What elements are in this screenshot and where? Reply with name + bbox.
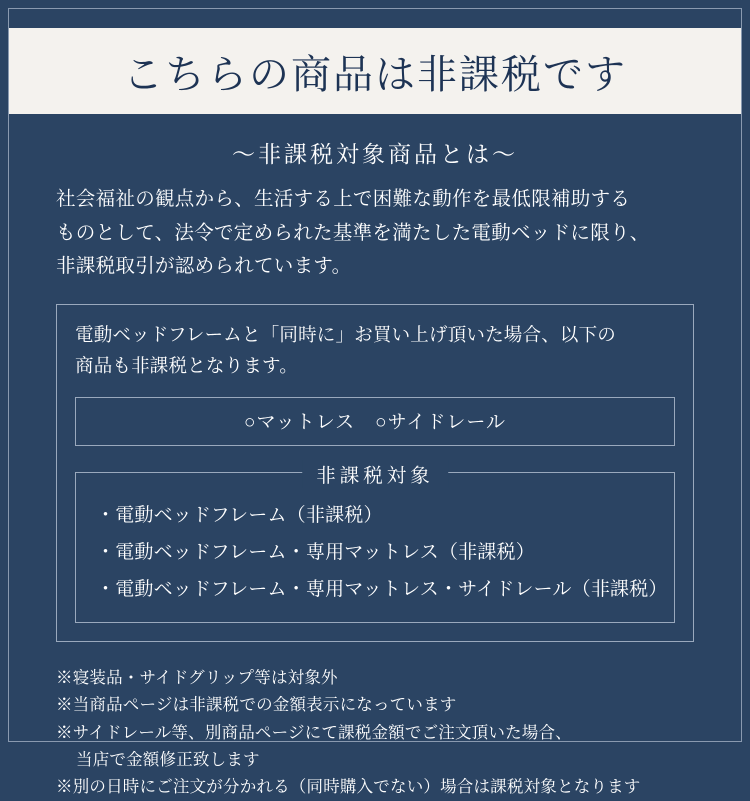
box-lead-paragraph — [75, 321, 675, 383]
lead-paragraph — [56, 183, 694, 284]
note-line: ※当商品ページは非課税での金額表示になっています — [56, 695, 457, 715]
tax-exempt-target-list — [96, 497, 668, 608]
note-line: 当店で金額修正致します — [76, 750, 260, 770]
tax-exempt-target-label: 非課税対象 — [302, 460, 448, 488]
list-item: ・電動ベッドフレーム・専用マットレス・サイドレール（非課税） — [96, 578, 668, 600]
lead-line: 社会福祉の観点から、生活する上で困難な動作を最低限補助する — [56, 189, 631, 210]
note-line: ※寝装品・サイドグリップ等は対象外 — [56, 667, 338, 687]
tax-exempt-box — [56, 304, 694, 642]
lead-line: 非課税取引が認められています。 — [56, 256, 352, 278]
notes-list — [56, 664, 694, 801]
eligible-items-callout: ○マットレス ○サイドレール — [75, 397, 675, 446]
note-line: ※別の日時にご注文が分かれる（同時購入でない）場合は課税対象となります — [56, 777, 641, 797]
box-lead-line: 電動ベッドフレームと「同時に」お買い上げ頂いた場合、以下の — [75, 325, 617, 346]
note-line: ※サイドレール等、別商品ページにて課税金額でご注文頂いた場合、 — [56, 722, 572, 742]
page-title: こちらの商品は非課税です — [123, 51, 627, 97]
lead-line: ものとして、法令で定められた基準を満たした電動ベッドに限り、 — [56, 222, 650, 244]
list-item: ・電動ベッドフレーム・専用マットレス（非課税） — [96, 541, 535, 563]
box-lead-line: 商品も非課税となります。 — [75, 356, 298, 377]
list-item: ・電動ベッドフレーム（非課税） — [96, 504, 383, 526]
tax-exempt-target-box — [75, 465, 675, 623]
section-subtitle: ～非課税対象商品とは～ — [232, 142, 518, 167]
main-content — [0, 114, 750, 801]
header-band — [9, 28, 741, 114]
